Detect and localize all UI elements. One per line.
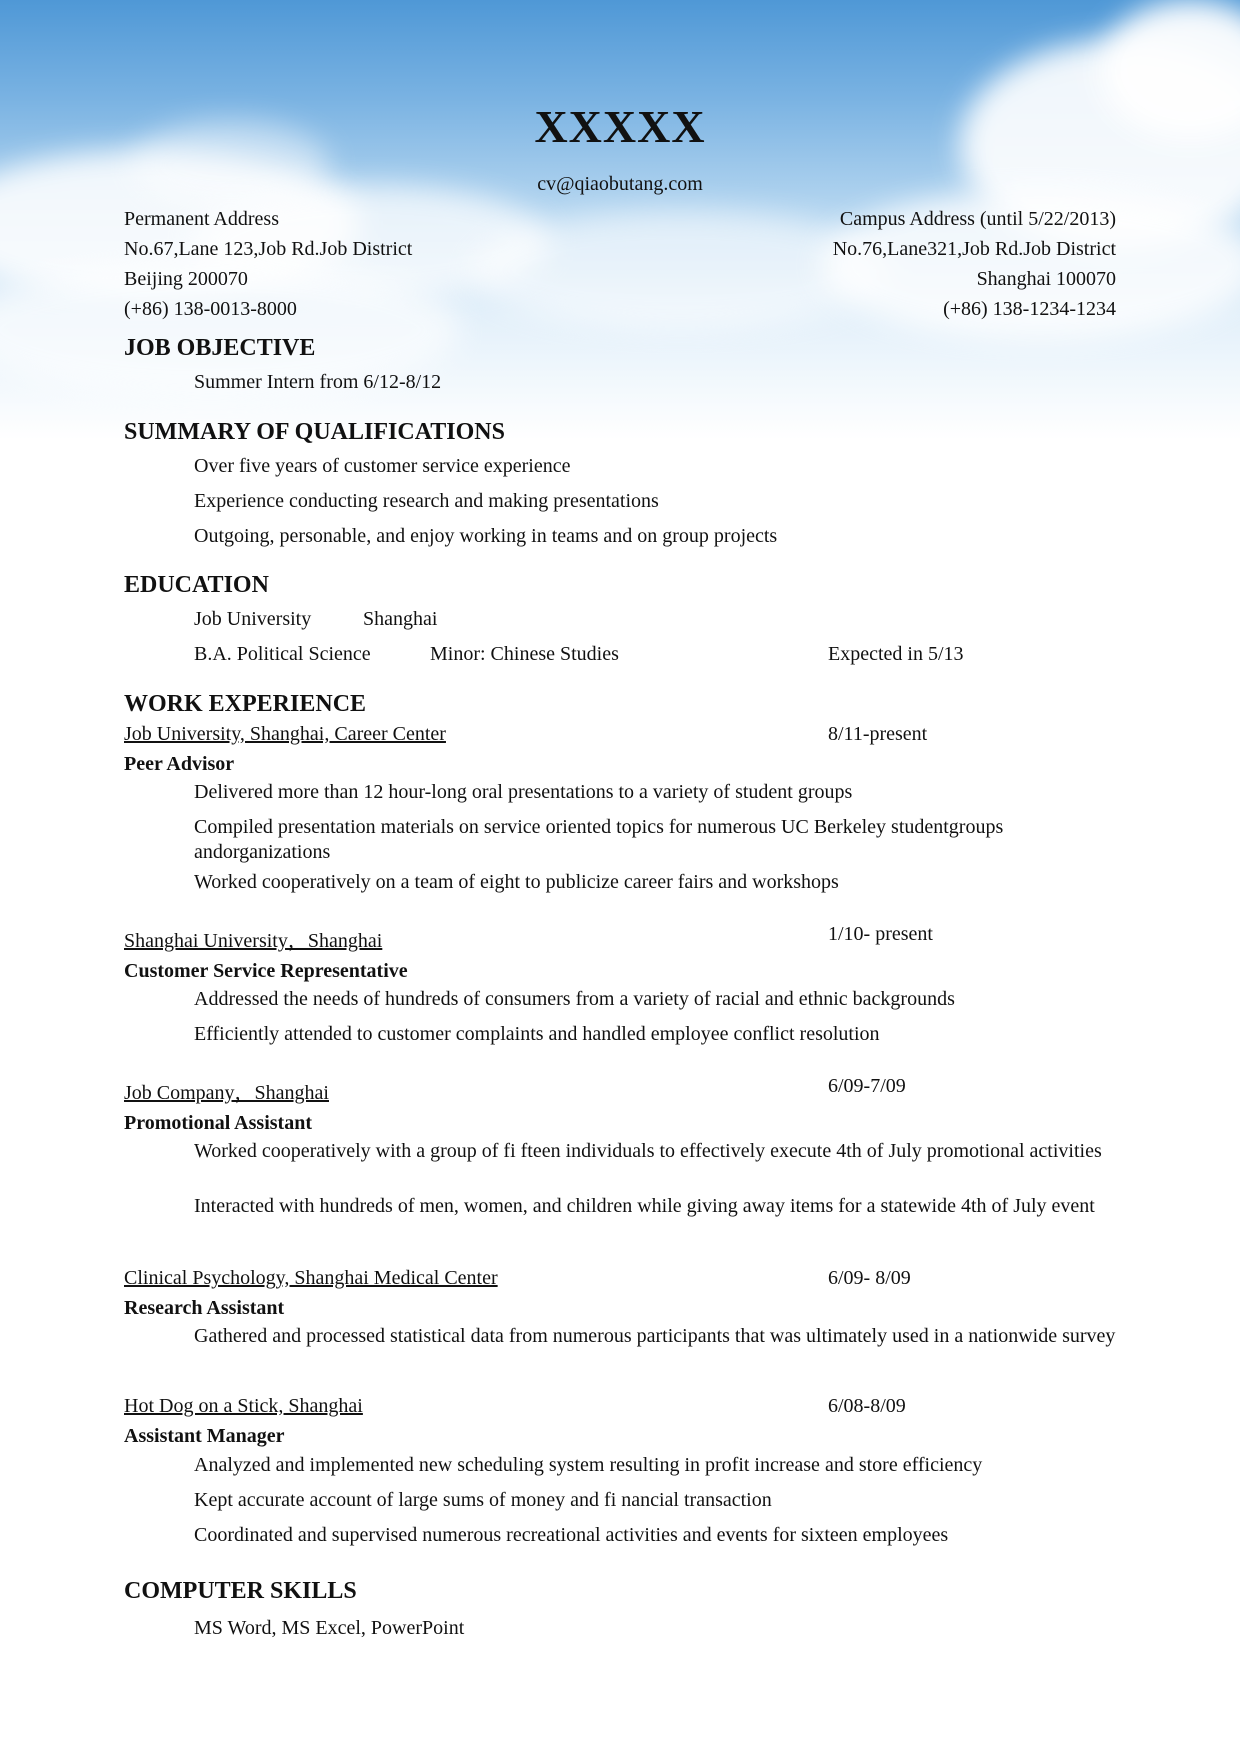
job-date: 6/09-7/09: [828, 1075, 906, 1097]
job-bullet: Interacted with hundreds of men, women, and children while giving away items for a statewide 4th of July event: [194, 1195, 1095, 1217]
job-bullet: Coordinated and supervised numerous recreational activities and events for sixteen employees: [194, 1524, 949, 1546]
permanent-address-phone: (+86) 138-0013-8000: [124, 298, 297, 320]
education-school: Job University: [194, 608, 312, 630]
section-heading-work-experience: WORK EXPERIENCE: [124, 691, 367, 717]
education-location: Shanghai: [363, 608, 438, 630]
campus-address-phone: (+86) 138-1234-1234: [943, 298, 1116, 320]
section-heading-computer-skills: COMPUTER SKILLS: [124, 1578, 357, 1604]
permanent-address-street: No.67,Lane 123,Job Rd.Job District: [124, 238, 413, 260]
job-organization: Job Company，Shanghai: [124, 1082, 329, 1104]
job-organization: Job University, Shanghai, Career Center: [124, 723, 446, 745]
job-date: 6/09- 8/09: [828, 1267, 911, 1289]
job-date: 8/11-present: [828, 723, 928, 745]
permanent-address-city: Beijing 200070: [124, 268, 248, 290]
email-address[interactable]: cv@qiaobutang.com: [537, 173, 703, 195]
qualification-item: Over five years of customer service experience: [194, 455, 571, 477]
candidate-name: XXXXX: [534, 101, 706, 152]
job-date: 1/10- present: [828, 923, 933, 945]
education-minor: Minor: Chinese Studies: [430, 643, 619, 665]
job-bullet: Addressed the needs of hundreds of consumers from a variety of racial and ethnic backgrounds: [194, 988, 955, 1010]
permanent-address-block: [124, 204, 412, 324]
qualification-item: Outgoing, personable, and enjoy working in teams and on group projects: [194, 525, 778, 547]
job-bullet: Worked cooperatively with a group of fi fteen individuals to effectively execute 4th of July promotional activities: [194, 1140, 1102, 1162]
job-role: Customer Service Representative: [124, 960, 408, 982]
education-degree: B.A. Political Science: [194, 643, 371, 665]
job-organization: Clinical Psychology, Shanghai Medical Center: [124, 1267, 498, 1289]
section-heading-job-objective: JOB OBJECTIVE: [124, 335, 316, 361]
job-bullet: Compiled presentation materials on service oriented topics for numerous UC Berkeley studentgroups andorganizations: [194, 816, 1004, 863]
job-role: Peer Advisor: [124, 753, 235, 775]
permanent-address-label: Permanent Address: [124, 208, 279, 230]
job-organization: Shanghai University，Shanghai: [124, 930, 383, 952]
job-bullet: Analyzed and implemented new scheduling system resulting in profit increase and store efficiency: [194, 1454, 983, 1476]
job-bullet: Efficiently attended to customer complaints and handled employee conflict resolution: [194, 1023, 880, 1045]
job-role: Research Assistant: [124, 1297, 285, 1319]
section-heading-education: EDUCATION: [124, 572, 269, 598]
job-role: Assistant Manager: [124, 1425, 285, 1447]
job-bullet: Worked cooperatively on a team of eight to publicize career fairs and workshops: [194, 871, 839, 893]
computer-skills-text: MS Word, MS Excel, PowerPoint: [194, 1617, 465, 1639]
job-bullet: Delivered more than 12 hour-long oral presentations to a variety of student groups: [194, 781, 853, 803]
job-organization: Hot Dog on a Stick, Shanghai: [124, 1395, 363, 1417]
campus-address-label: Campus Address (until 5/22/2013): [839, 208, 1116, 230]
job-objective-text: Summer Intern from 6/12-8/12: [194, 371, 442, 393]
campus-address-city: Shanghai 100070: [976, 268, 1116, 290]
job-bullet: Kept accurate account of large sums of money and fi nancial transaction: [194, 1489, 772, 1511]
job-role: Promotional Assistant: [124, 1112, 312, 1134]
job-bullet: Gathered and processed statistical data from numerous participants that was ultimately used in a nationwide survey: [194, 1325, 1116, 1347]
job-date: 6/08-8/09: [828, 1395, 906, 1417]
qualification-item: Experience conducting research and making presentations: [194, 490, 659, 512]
section-heading-qualifications: SUMMARY OF QUALIFICATIONS: [124, 419, 505, 445]
campus-address-block: [833, 204, 1116, 324]
campus-address-street: No.76,Lane321,Job Rd.Job District: [832, 238, 1116, 260]
education-expected-date: Expected in 5/13: [828, 643, 964, 665]
